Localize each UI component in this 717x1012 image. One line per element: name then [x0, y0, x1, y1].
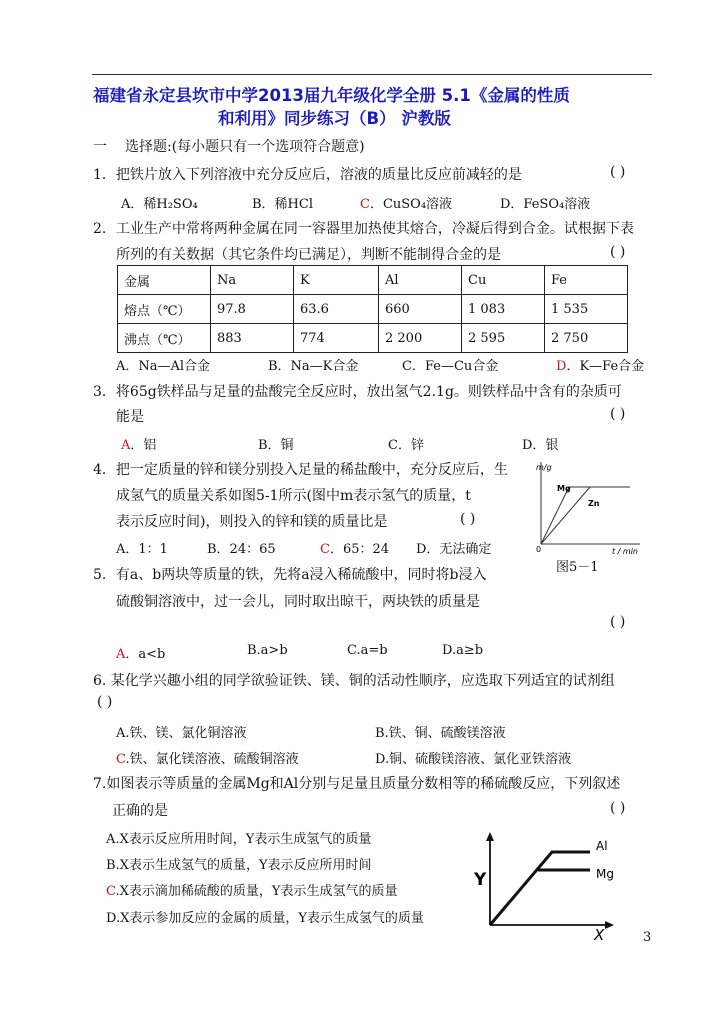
- q2-answer-blank: ( ): [610, 244, 626, 260]
- q7-y-arrow-icon: [486, 832, 494, 841]
- q5-answer-blank: ( ): [610, 614, 626, 630]
- table-row: [118, 295, 628, 324]
- doc-title-line2: 和利用》同步练习（B） 沪教版: [218, 109, 451, 128]
- q7-option-c-letter: C: [106, 884, 116, 899]
- q2-option-d-text: ．K—Fe合金: [566, 359, 645, 374]
- q7-stem-line2: 正确的是: [112, 803, 168, 819]
- figure-5-1-graph: [528, 456, 648, 556]
- table-cell: 883: [211, 324, 294, 353]
- q4-option-b: B．24：65: [207, 542, 276, 557]
- table-cell: 63.6: [294, 295, 379, 324]
- q7-x-label: X: [594, 926, 605, 942]
- q2-stem-line2: 所列的有关数据（其它条件均已满足），判断不能制得合金的是: [116, 247, 501, 263]
- table-cell: K: [294, 266, 379, 295]
- q6-option-c-letter: C: [116, 752, 126, 767]
- q1-option-c-text: ．CuSO₄溶液: [369, 197, 453, 212]
- q2-option-b: B．Na—K合金: [268, 359, 359, 374]
- q3-option-d: D．银: [522, 438, 559, 453]
- q4-option-c: [320, 538, 389, 557]
- q2-option-a: A．Na—Al合金: [116, 359, 211, 374]
- q6-option-c: [116, 748, 299, 767]
- q3-stem-line2: 能是: [116, 409, 144, 425]
- q4-option-d: D．无法确定: [416, 542, 492, 557]
- q4-option-c-letter: C: [320, 542, 330, 557]
- q4-option-c-text: ．65：24: [329, 542, 390, 557]
- q2-option-d: [556, 355, 644, 374]
- q3-answer-blank: ( ): [610, 406, 626, 422]
- q4-stem-line1: 4．把一定质量的锌和镁分别投入足量的稀盐酸中，充分反应后，生: [93, 462, 508, 478]
- q7-answer-blank: ( ): [610, 800, 626, 816]
- q5-option-a-text: ．a<b: [125, 647, 166, 662]
- table-cell: 97.8: [211, 295, 294, 324]
- q6-option-a: A.铁、镁、氯化铜溶液: [116, 726, 247, 741]
- table-cell: 2 750: [545, 324, 628, 353]
- q6-option-b: B.铁、铜、硫酸镁溶液: [375, 726, 506, 741]
- q3-option-a: [121, 434, 156, 453]
- q7-option-d: D.X表示参加反应的金属的质量，Y表示生成氢气的质量: [106, 911, 424, 926]
- q4-stem-line3: 表示反应时间)，则投入的锌和镁的质量比是: [116, 514, 388, 530]
- q4-stem-line2: 成氢气的质量关系如图5-1所示(图中m表示氢气的质量，t: [116, 488, 471, 504]
- table-cell: Cu: [462, 266, 545, 295]
- q3-option-b: B．铜: [258, 438, 294, 453]
- q7-al-label: Al: [596, 839, 608, 853]
- q6-stem: 6. 某化学兴趣小组的同学欲验证铁、镁、铜的活动性顺序，应选取下列适宜的试剂组: [93, 673, 615, 689]
- q1-option-c-letter: C: [360, 197, 370, 212]
- mg-curve: [541, 487, 630, 544]
- figure-5-1-zn-label: Zn: [588, 499, 600, 508]
- doc-title-line1: 福建省永定县坎市中学2013届九年级化学全册 5.1《金属的性质: [93, 86, 570, 105]
- metal-data-table: [117, 265, 628, 353]
- table-cell: 660: [379, 295, 462, 324]
- table-cell: 1 535: [545, 295, 628, 324]
- q6-answer-blank: ( ): [97, 694, 113, 710]
- table-cell: Na: [211, 266, 294, 295]
- q2-option-c: C．Fe—Cu合金: [402, 359, 499, 374]
- figure-5-1-origin: 0: [536, 545, 542, 554]
- page-number: 3: [643, 930, 652, 945]
- q7-mg-label: Mg: [596, 867, 614, 881]
- figure-5-1-x-label: t / min: [612, 547, 639, 556]
- q1-option-c: [360, 193, 452, 212]
- q7-graph: [470, 830, 630, 942]
- q6-option-d: D.铜、硫酸镁溶液、氯化亚铁溶液: [375, 752, 572, 767]
- table-cell: 沸点（℃）: [118, 324, 211, 353]
- al-curve: [490, 852, 590, 925]
- q2-option-d-letter: D: [556, 359, 567, 374]
- q7-option-c-text: .X表示滴加稀硫酸的质量，Y表示生成氢气的质量: [115, 884, 398, 899]
- header-rule: [92, 74, 652, 75]
- figure-5-1-mg-label: Mg: [557, 484, 571, 493]
- q5-stem-line2: 硫酸铜溶液中，过一会儿，同时取出晾干，两块铁的质量是: [116, 594, 480, 610]
- q5-option-b: B.a>b: [247, 643, 288, 658]
- table-row: [118, 266, 628, 295]
- q1-option-b: B．稀HCl: [252, 197, 313, 212]
- section-label: 一: [93, 139, 107, 155]
- table-cell: 2 595: [462, 324, 545, 353]
- q1-option-a: A．稀H₂SO₄: [121, 197, 198, 212]
- q7-option-c: [106, 880, 397, 899]
- table-cell: 1 083: [462, 295, 545, 324]
- table-cell: 金属: [118, 266, 211, 295]
- q3-stem-line1: 3．将65g铁样品与足量的盐酸完全反应时，放出氢气2.1g。则铁样品中含有的杂质可: [93, 384, 622, 400]
- q3-option-a-text: ．铝: [130, 438, 157, 453]
- q4-answer-blank: ( ): [460, 511, 476, 527]
- q1-stem: 1．把铁片放入下列溶液中充分反应后，溶液的质量比反应前减轻的是: [93, 167, 522, 183]
- q7-option-a: A.X表示反应所用时间，Y表示生成氢气的质量: [106, 832, 372, 847]
- table-cell: Al: [379, 266, 462, 295]
- q1-answer-blank: ( ): [610, 164, 626, 180]
- q7-stem-line1: 7.如图表示等质量的金属Mg和Al分别与足量且质量分数相等的稀硫酸反应，下列叙述: [93, 776, 621, 792]
- q7-x-arrow-icon: [605, 921, 614, 929]
- q3-option-c: C．锌: [388, 438, 424, 453]
- q7-option-b: B.X表示生成氢气的质量，Y表示反应所用时间: [106, 858, 372, 873]
- q5-option-a-letter: A: [116, 647, 126, 662]
- q5-option-c: C.a=b: [347, 643, 388, 658]
- table-cell: 774: [294, 324, 379, 353]
- q5-stem-line1: 5．有a、b两块等质量的铁，先将a浸入稀硫酸中，同时将b浸入: [93, 567, 487, 583]
- q1-option-d: D．FeSO₄溶液: [500, 197, 591, 212]
- table-row: [118, 324, 628, 353]
- table-cell: 熔点（℃）: [118, 295, 211, 324]
- figure-5-1-caption: 图5－1: [556, 560, 599, 575]
- q5-option-d: D.a≥b: [442, 643, 484, 658]
- table-cell: 2 200: [379, 324, 462, 353]
- figure-5-1-y-label: m/g: [536, 463, 552, 472]
- q3-option-a-letter: A: [121, 438, 131, 453]
- q6-option-c-text: .铁、氯化镁溶液、硫酸铜溶液: [125, 752, 299, 767]
- section-heading: 选择题:(每小题只有一个选项符合题意): [125, 139, 365, 155]
- zn-curve: [541, 487, 590, 544]
- q4-option-a: A．1：1: [116, 542, 168, 557]
- q5-option-a: [116, 643, 165, 662]
- q2-stem-line1: 2．工业生产中常将两种金属在同一容器里加热使其熔合，冷凝后得到合金。试根据下表: [93, 221, 634, 237]
- table-cell: Fe: [545, 266, 628, 295]
- q7-y-label: Y: [474, 870, 487, 890]
